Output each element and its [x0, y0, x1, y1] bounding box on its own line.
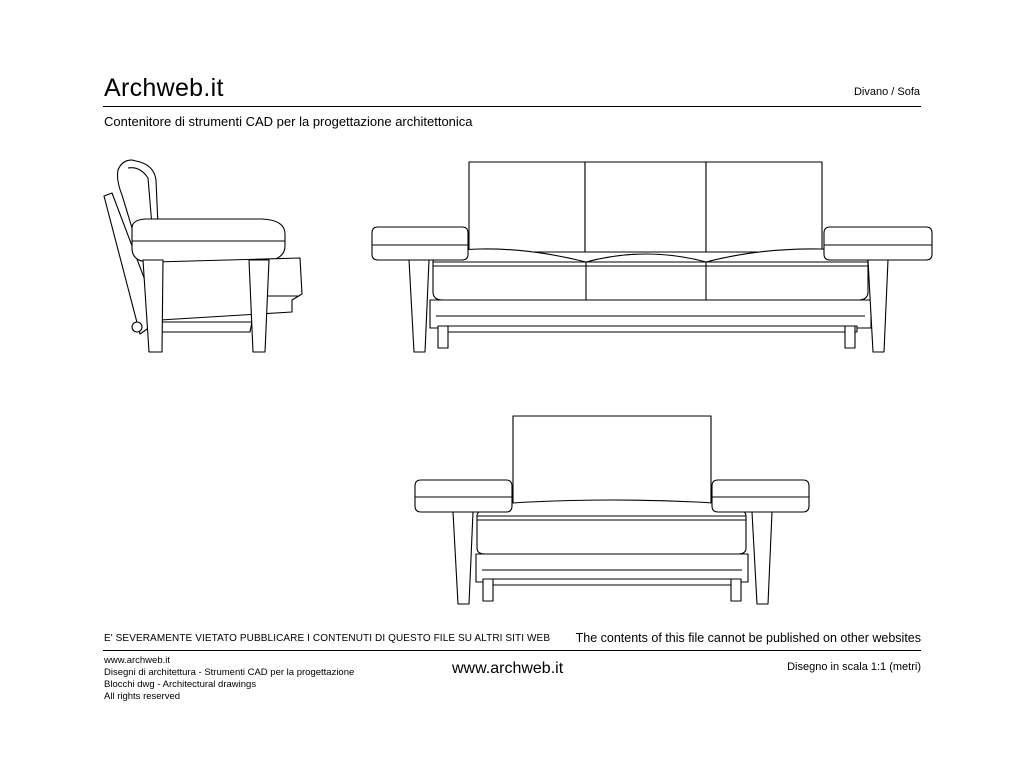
brand-title: Archweb.it [104, 74, 224, 102]
footer-website: www.archweb.it [452, 660, 564, 677]
copyright-notice-english: The contents of this file cannot be published on other websites [575, 631, 921, 645]
sofa-side-view [104, 160, 302, 352]
armchair-front-view [415, 416, 809, 604]
footer-divider [103, 650, 921, 651]
footer-line-description: Disegni di architettura - Strumenti CAD per la progettazione [104, 667, 355, 678]
footer-line-website: www.archweb.it [104, 655, 170, 666]
tagline: Contenitore di strumenti CAD per la progettazione architettonica [104, 114, 473, 129]
footer-line-blocks: Blocchi dwg - Architectural drawings [104, 679, 257, 690]
copyright-notice-italian: E' SEVERAMENTE VIETATO PUBBLICARE I CONTENUTI DI QUESTO FILE SU ALTRI SITI WEB [104, 633, 551, 644]
sofa-front-view [372, 162, 932, 352]
footer-line-rights: All rights reserved [104, 691, 181, 702]
drawing-scale: Disegno in scala 1:1 (metri) [787, 661, 921, 673]
drawing-subject: Divano / Sofa [853, 86, 920, 98]
